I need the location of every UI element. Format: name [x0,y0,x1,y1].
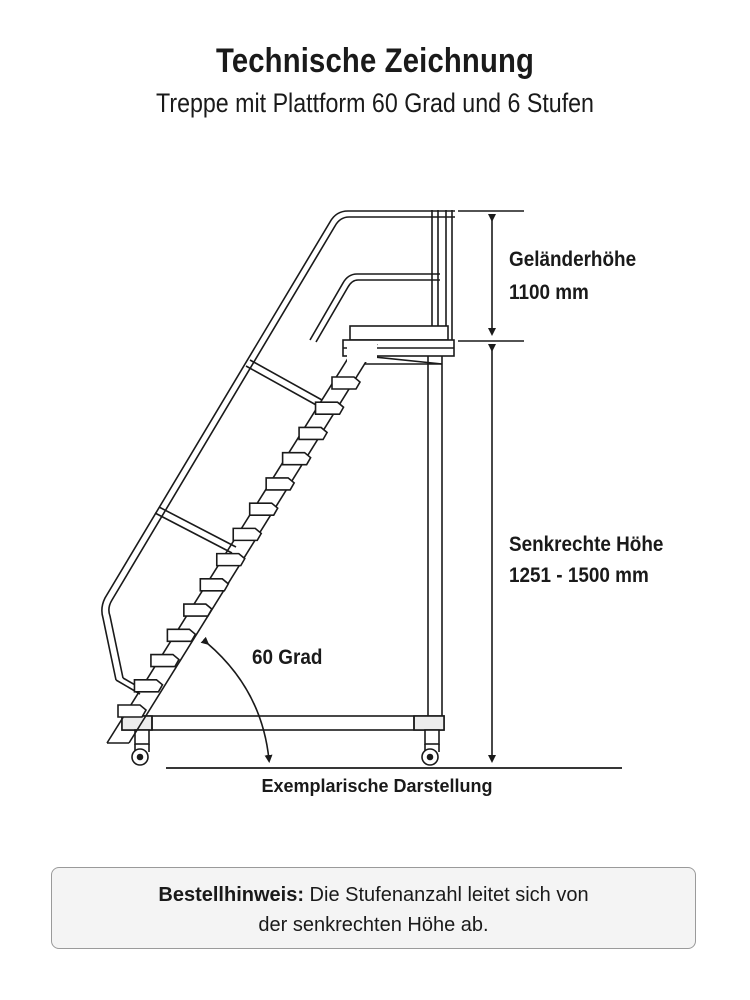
rear-posts [428,210,452,716]
stair-step [283,453,311,465]
order-note-text-1: Die Stufenanzahl leitet sich von [304,884,589,906]
vertical-height-value: 1251 - 1500 mm [509,564,649,587]
page-subtitle: Treppe mit Plattform 60 Grad und 6 Stufen [156,88,594,118]
vertical-height-label: Senkrechte Höhe [509,533,664,556]
page-title: Technische Zeichnung [215,42,535,80]
stair-step [200,579,228,591]
dimension-railing-height [458,211,524,341]
railing-height-label: Geländerhöhe [509,248,637,271]
stair-step [250,503,278,515]
base-frame [122,716,444,730]
stair-step [332,377,360,389]
stair-step [316,402,344,414]
stair-step [266,478,294,490]
stair-step [167,629,195,641]
drawing-caption: Exemplarische Darstellung [261,776,493,796]
stair-step [217,554,245,566]
order-note-line-1 [52,880,695,910]
stair-step [299,427,327,439]
stair-step [134,680,162,692]
caster-wheel-right [422,730,439,765]
angle-label: 60 Grad [252,646,323,669]
stair-steps [118,377,360,717]
stair-step [151,655,179,667]
railing-height-value: 1100 mm [509,281,589,304]
stair-step [118,705,146,717]
order-note-text-2: der senkrechten Höhe ab. [258,914,489,936]
order-note [51,867,696,949]
upper-handrail [102,211,455,680]
order-note-label: Bestellhinweis: [158,884,304,906]
stair-step [184,604,212,616]
stair-step [233,528,261,540]
